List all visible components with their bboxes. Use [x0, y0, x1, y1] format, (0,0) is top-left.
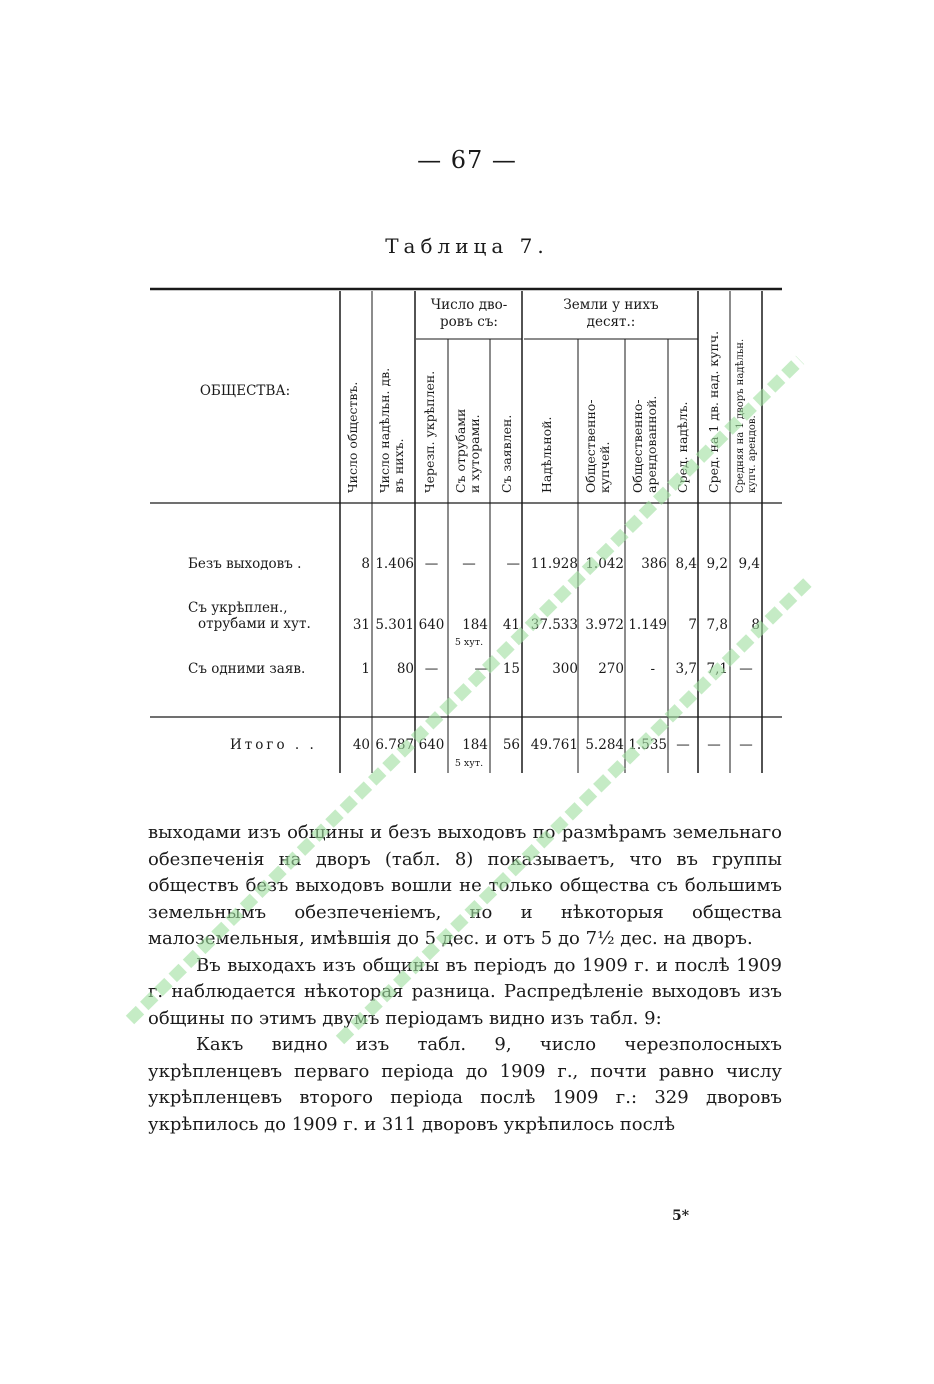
header-avg-lease-line1: Средняя на 1 дворъ надѣльн.: [735, 338, 746, 493]
cell-purchased: 3.972: [585, 617, 624, 633]
cell-leased: 1.149: [628, 617, 667, 633]
header-with-applications: Съ заявлен.: [499, 414, 514, 493]
page-number: — 67 —: [417, 146, 517, 174]
data-table: [150, 287, 782, 773]
body-text: [148, 820, 782, 1138]
cell-strip: —: [424, 556, 439, 572]
header-with-plots-line1: Съ отрубами: [453, 408, 468, 493]
header-avg-per-household: Сред. на 1 дв. над. купч.: [706, 330, 721, 493]
cell-num-societies: 1: [361, 661, 370, 677]
cell-avg-allotment: 8,4: [675, 556, 697, 572]
cell-applications: 56: [502, 737, 520, 753]
cell-plots: 184: [462, 737, 488, 753]
cell-plots-note: 5 хут.: [454, 758, 484, 769]
cell-applications: —: [506, 556, 520, 572]
header-avg-allotment: Сред. надѣлъ.: [675, 401, 690, 493]
cell-avg-lease: 8: [751, 617, 760, 633]
cell-avg-allotment: —: [676, 737, 690, 753]
paragraph: Въ выходахъ изъ общины въ періодъ до 1909 г. и послѣ 1909 г. наблюдается нѣкоторая разница. Распредѣленіе выходовъ изъ общины по этимъ двумъ періодамъ видно изъ табл. 9:: [148, 954, 782, 1029]
row-name-line2: отрубами и хут.: [198, 616, 311, 632]
cell-num-households: 80: [396, 661, 414, 677]
paragraph: Какъ видно изъ табл. 9, число черезполосныхъ укрѣпленцевъ перваго періода до 1909 г., почти равно числу укрѣпленцевъ второго періода послѣ 1909 г.: 329 дворовъ укрѣпилось до 1909 г. и 311 дворовъ укрѣпилось послѣ: [148, 1034, 782, 1135]
header-strip-strengthened: Черезп. укрѣплен.: [422, 370, 437, 493]
header-num-allotment-line2: въ нихъ.: [391, 438, 406, 493]
header-num-allotment-households: [378, 368, 406, 493]
header-households-line1: Число дво-: [430, 297, 508, 313]
signature-mark: 5*: [672, 1208, 690, 1224]
cell-strip: 640: [418, 737, 445, 753]
total-label: Итого . .: [230, 737, 317, 753]
cell-allotment-land: 37.533: [530, 617, 578, 633]
header-households-group: [416, 297, 522, 331]
header-households-line2: ровъ съ:: [440, 314, 498, 330]
cell-leased: 386: [641, 556, 667, 572]
cell-plots: —: [462, 556, 476, 572]
cell-purchased: 1.042: [585, 556, 624, 572]
row-name: Съ одними заяв.: [188, 661, 306, 677]
header-communal-purchased-line2: купчей.: [597, 441, 612, 493]
cell-num-societies: 40: [352, 737, 370, 753]
cell-num-households: 5.301: [375, 617, 414, 633]
cell-leased: 1.535: [628, 737, 667, 753]
cell-num-societies: 31: [352, 617, 370, 633]
header-avg-lease-line2: купч. арендов.: [747, 415, 758, 493]
header-land-group: [524, 297, 698, 331]
paragraph: выходами изъ общины и безъ выходовъ по размѣрамъ земельнаго обезпеченія на дворъ (табл. 8) показываетъ, что въ группы обществъ безъ выходовъ вошли не только общества съ большимъ земельнымъ обезпеченіемъ, но и нѣкоторыя общества малоземельныя, имѣвшія до 5 дес. и отъ 5 до 7½ дес. на дворъ.: [148, 822, 782, 949]
cell-allotment-land: 11.928: [530, 556, 578, 572]
cell-avg-lease: 9,4: [738, 556, 760, 572]
header-allotment-land: Надѣльной.: [539, 416, 554, 493]
header-num-allotment-line1: Число надѣльн. дв.: [377, 367, 392, 493]
cell-num-societies: 8: [361, 556, 370, 572]
cell-plots: 184: [462, 617, 488, 633]
header-land-line1: Земли у нихъ: [563, 297, 659, 313]
header-with-plots-line2: и хуторами.: [467, 414, 482, 493]
cell-num-households: 6.787: [375, 737, 414, 753]
cell-plots-note: 5 хут.: [454, 637, 484, 648]
header-societies: ОБЩЕСТВА:: [199, 383, 291, 399]
cell-leased: -: [650, 661, 655, 677]
cell-avg-household: —: [707, 737, 721, 753]
header-communal-purchased: [584, 399, 612, 493]
cell-applications: 41: [502, 617, 520, 633]
cell-plots: —: [474, 661, 488, 677]
header-num-societies: Число обществъ.: [345, 381, 360, 493]
cell-avg-household: 7,8: [706, 617, 728, 633]
cell-strip: 640: [418, 617, 445, 633]
cell-avg-lease: —: [739, 737, 753, 753]
cell-strip: —: [424, 661, 439, 677]
cell-purchased: 5.284: [585, 737, 624, 753]
cell-allotment-land: 300: [552, 661, 578, 677]
cell-avg-lease: —: [739, 661, 753, 677]
table-caption: Таблица 7.: [385, 234, 549, 258]
table-rules: [150, 287, 782, 773]
cell-applications: 15: [502, 661, 520, 677]
cell-avg-allotment: 7: [688, 617, 697, 633]
row-name: Съ укрѣплен.,: [188, 600, 288, 616]
cell-allotment-land: 49.761: [530, 737, 578, 753]
header-communal-leased: [631, 396, 659, 493]
header-communal-leased-line1: Общественно-: [630, 399, 645, 493]
cell-purchased: 270: [598, 661, 624, 677]
row-name: Безъ выходовъ .: [188, 556, 302, 572]
header-with-plots: [454, 409, 482, 493]
cell-num-households: 1.406: [375, 556, 414, 572]
cell-avg-household: 7,1: [706, 661, 728, 677]
header-land-line2: десят.:: [586, 314, 636, 330]
cell-avg-household: 9,2: [706, 556, 728, 572]
header-communal-purchased-line1: Общественно-: [583, 399, 598, 493]
header-communal-leased-line2: арендованной.: [644, 395, 659, 493]
cell-avg-allotment: 3,7: [675, 661, 697, 677]
header-avg-lease: [735, 339, 759, 493]
